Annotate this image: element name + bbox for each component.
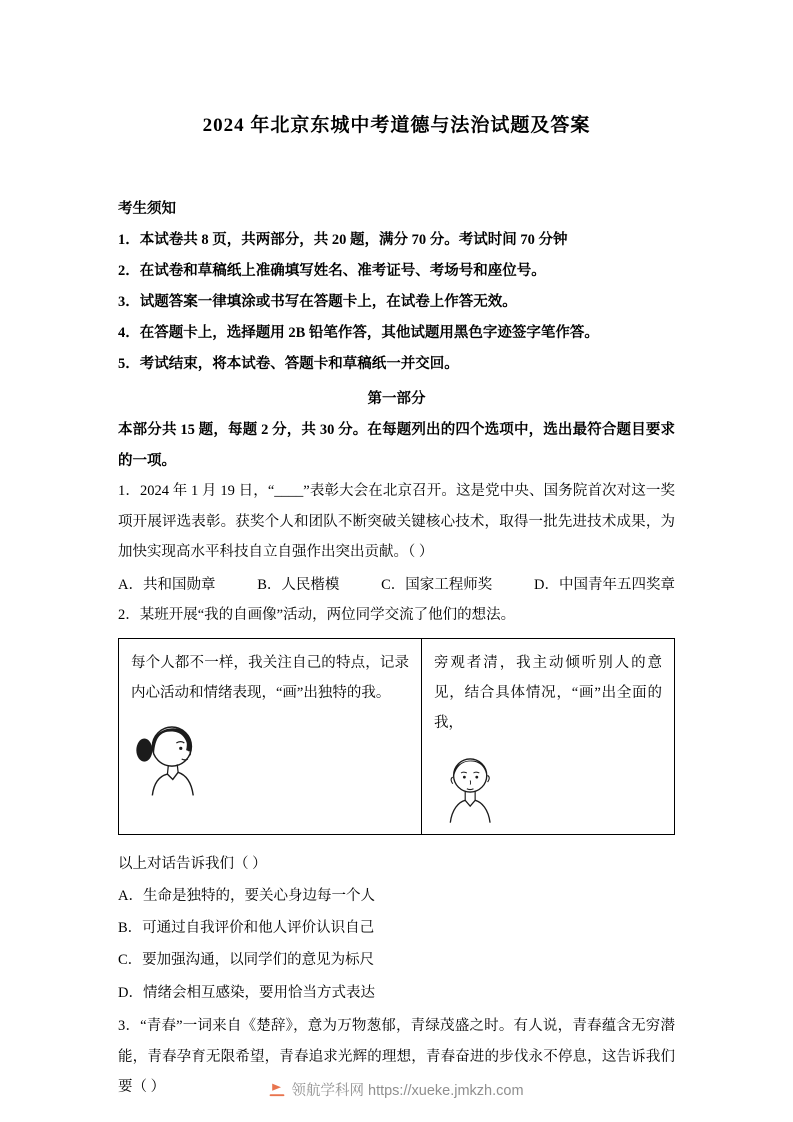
question-1-text: 1．2024 年 1 月 19 日，“____”表彰大会在北京召开。这是党中央、国务院首次对这一奖项开展评选表彰。获奖个人和团队不断突破关键核心技术，取得一批先进技术成果，为加快实现高水平科技自立自强作出突出贡献。（ ） <box>118 483 675 560</box>
page-title: 2024 年北京东城中考道德与法治试题及答案 <box>202 115 591 136</box>
question-1-options <box>118 570 675 600</box>
site-url-link[interactable]: https://xueke.jmkzh.com <box>368 1083 524 1099</box>
question-1 <box>118 476 675 600</box>
sail-logo-icon <box>269 1082 285 1102</box>
site-name: 领航学科网 <box>291 1083 364 1099</box>
notice-section <box>118 194 675 380</box>
dialogue-table <box>118 638 675 835</box>
exam-content <box>118 112 675 1103</box>
dialogue-cell-left <box>119 639 422 835</box>
part1-heading: 第一部分 <box>367 391 426 407</box>
option-a: A．生命是独特的，要关心身边每一个人 <box>118 887 375 904</box>
notice-heading: 考生须知 <box>118 201 176 217</box>
option-a: A．共和国勋章 <box>118 576 216 593</box>
question-2-options <box>118 880 675 1010</box>
boy-student-icon <box>442 742 500 828</box>
notice-item: 1．本试卷共 8 页，共两部分，共 20 题，满分 70 分。考试时间 70 分钟 <box>118 232 568 248</box>
girl-illustration <box>131 712 409 800</box>
option-d: D．情绪会相互感染，要用恰当方式表达 <box>118 984 375 1001</box>
notice-item: 5．考试结束，将本试卷、答题卡和草稿纸一并交回。 <box>118 356 459 372</box>
question-2-lead: 2．某班开展“我的自画像”活动，两位同学交流了他们的想法。 <box>118 606 516 623</box>
option-b: B．可通过自我评价和他人评价认识自己 <box>118 919 375 936</box>
part1-intro: 本部分共 15 题，每题 2 分，共 30 分。在每题列出的四个选项中，选出最符合题目要求的一项。 <box>118 422 675 469</box>
dialogue-right-text: 旁观者清，我主动倾听别人的意见，结合具体情况，“画”出全面的我， <box>434 655 662 731</box>
question-3-text: 3．“青春”一词来自《楚辞》，意为万物葱郁，青绿茂盛之时。有人说，青春蕴含无穷潜能，青春孕育无限希望，青春追求光辉的理想，青春奋进的步伐永不停息，这告诉我们要（ ） <box>118 1018 675 1096</box>
option-c: C．要加强沟通，以同学们的意见为标尺 <box>118 952 375 969</box>
question-2-prompt: 以上对话告诉我们（ ） <box>118 856 267 872</box>
notice-item: 2．在试卷和草稿纸上准确填写姓名、准考证号、考场号和座位号。 <box>118 263 546 279</box>
option-d: D．中国青年五四奖章 <box>533 576 675 593</box>
notice-item: 3．试题答案一律填涂或书写在答题卡上，在试卷上作答无效。 <box>118 294 517 310</box>
question-2 <box>118 600 675 1010</box>
option-c: C．国家工程师奖 <box>381 576 493 593</box>
dialogue-cell-right <box>422 639 675 835</box>
site-watermark <box>0 1079 793 1102</box>
girl-student-icon <box>131 712 211 798</box>
option-b: B．人民楷模 <box>257 576 340 593</box>
dialogue-left-text: 每个人都不一样，我关注自己的特点，记录内心活动和情绪表现，“画”出独特的我。 <box>131 655 409 701</box>
notice-item: 4．在答题卡上，选择题用 2B 铅笔作答，其他试题用黑色字迹签字笔作答。 <box>118 325 599 341</box>
boy-illustration <box>434 742 662 830</box>
